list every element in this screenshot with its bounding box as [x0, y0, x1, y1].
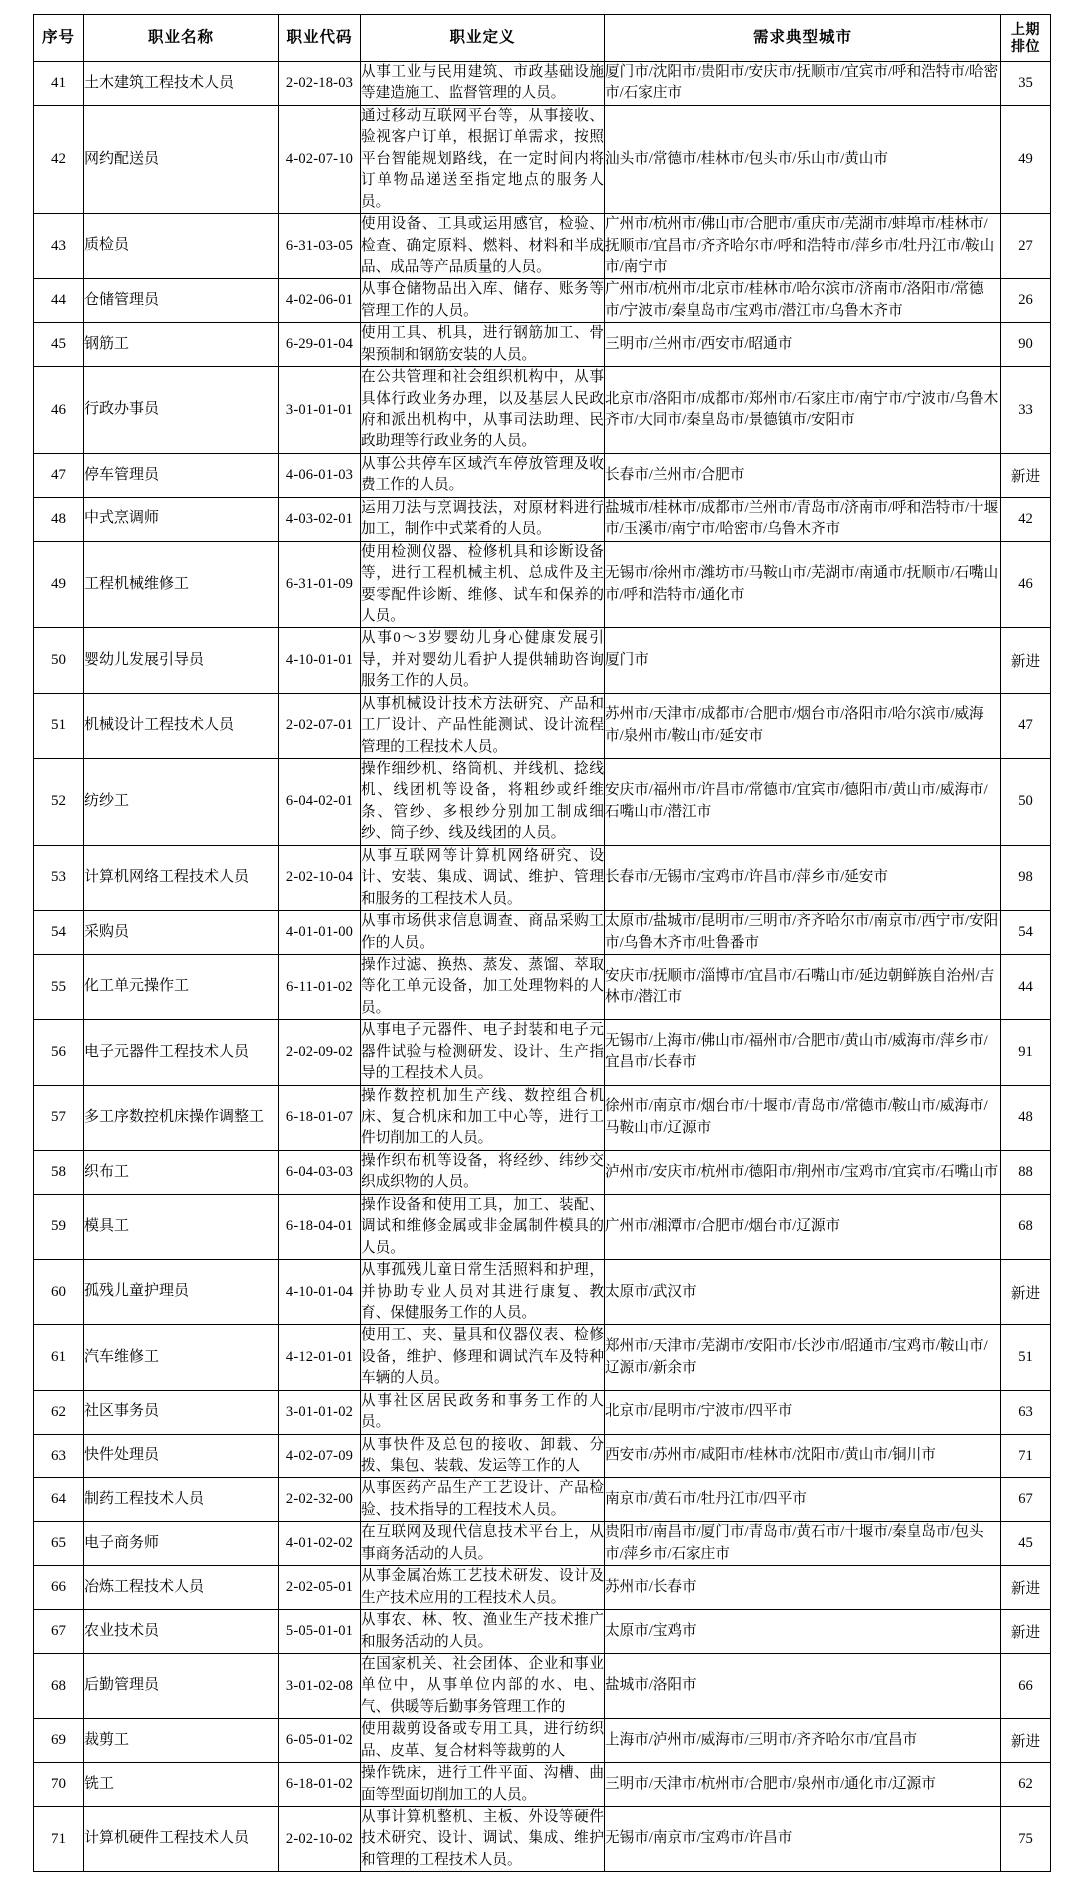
- cell-occupation-name: 后勤管理员: [84, 1653, 279, 1718]
- cell-demand-cities: 无锡市/徐州市/潍坊市/马鞍山市/芜湖市/南通市/抚顺市/石嘴山市/呼和浩特市/通化市: [605, 541, 1001, 628]
- cell-occupation-name: 农业技术员: [84, 1610, 279, 1654]
- cell-previous-rank: 63: [1001, 1390, 1051, 1434]
- cell-occupation-name: 化工单元操作工: [84, 954, 279, 1019]
- table-row: [34, 693, 1051, 758]
- table-row: [34, 541, 1051, 628]
- cell-occupation-code: 2-02-32-00: [279, 1478, 361, 1522]
- cell-occupation-definition: [361, 1478, 605, 1522]
- cell-sequence: 62: [34, 1390, 84, 1434]
- cell-occupation-definition: [361, 1719, 605, 1763]
- table-row: [34, 1194, 1051, 1259]
- table-row: [34, 1390, 1051, 1434]
- cell-demand-cities: 汕头市/常德市/桂林市/包头市/乐山市/黄山市: [605, 105, 1001, 213]
- cell-sequence: 60: [34, 1260, 84, 1325]
- cell-occupation-definition: [361, 105, 605, 213]
- cell-sequence: 48: [34, 497, 84, 541]
- cell-occupation-definition: [361, 323, 605, 367]
- cell-occupation-definition-text: 通过移动互联网平台等，从事接收、验视客户订单，根据订单需求，按照平台智能规划路线，在一定时间内将订单物品递送至指定地点的服务人员。: [361, 107, 604, 210]
- cell-occupation-definition: [361, 911, 605, 955]
- cell-sequence: 58: [34, 1150, 84, 1194]
- cell-occupation-definition: [361, 1434, 605, 1478]
- cell-occupation-definition-text: 在互联网及现代信息技术平台上，从事商务活动的人员。: [361, 1524, 604, 1562]
- cell-sequence: 56: [34, 1020, 84, 1085]
- table-row: [34, 954, 1051, 1019]
- cell-occupation-definition-text: 使用裁剪设备或专用工具，进行纺织品、皮革、复合材料等裁剪的人: [361, 1721, 604, 1759]
- table-header: [34, 15, 1051, 62]
- table-row: [34, 1807, 1051, 1872]
- cell-occupation-definition-text: 从事机械设计技术方法研究、产品和工厂设计、产品性能测试、设计流程管理的工程技术人员。: [361, 695, 604, 755]
- table-row: [34, 1719, 1051, 1763]
- cell-demand-cities: 北京市/洛阳市/成都市/郑州市/石家庄市/南宁市/宁波市/乌鲁木齐市/大同市/秦皇岛市/景德镇市/安阳市: [605, 367, 1001, 454]
- cell-occupation-name: 电子商务师: [84, 1522, 279, 1566]
- cell-demand-cities: 泸州市/安庆市/杭州市/德阳市/荆州市/宝鸡市/宜宾市/石嘴山市: [605, 1150, 1001, 1194]
- cell-occupation-definition: [361, 1610, 605, 1654]
- cell-sequence: 41: [34, 62, 84, 106]
- cell-previous-rank: 新进: [1001, 1610, 1051, 1654]
- cell-sequence: 51: [34, 693, 84, 758]
- cell-demand-cities: 广州市/湘潭市/合肥市/烟台市/辽源市: [605, 1194, 1001, 1259]
- table-row: [34, 1325, 1051, 1390]
- cell-occupation-definition-text: 操作织布机等设备，将经纱、纬纱交织成织物的人员。: [361, 1152, 604, 1191]
- cell-previous-rank: 66: [1001, 1653, 1051, 1718]
- cell-sequence: 67: [34, 1610, 84, 1654]
- cell-occupation-definition-text: 从事快件及总包的接收、卸载、分拨、集包、装载、发运等工作的人: [361, 1436, 604, 1474]
- cell-sequence: 63: [34, 1434, 84, 1478]
- cell-previous-rank: 68: [1001, 1194, 1051, 1259]
- cell-occupation-code: 6-18-01-07: [279, 1085, 361, 1150]
- cell-previous-rank: 44: [1001, 954, 1051, 1019]
- cell-occupation-definition: [361, 1653, 605, 1718]
- cell-previous-rank: 新进: [1001, 1566, 1051, 1610]
- cell-occupation-name: 模具工: [84, 1194, 279, 1259]
- cell-previous-rank: 35: [1001, 62, 1051, 106]
- cell-occupation-code: 4-03-02-01: [279, 497, 361, 541]
- cell-demand-cities: 厦门市/沈阳市/贵阳市/安庆市/抚顺市/宜宾市/呼和浩特市/哈密市/石家庄市: [605, 62, 1001, 106]
- cell-previous-rank: 26: [1001, 279, 1051, 323]
- cell-occupation-code: 2-02-09-02: [279, 1020, 361, 1085]
- cell-demand-cities: 长春市/兰州市/合肥市: [605, 453, 1001, 497]
- cell-demand-cities: 贵阳市/南昌市/厦门市/青岛市/黄石市/十堰市/秦皇岛市/包头市/萍乡市/石家庄市: [605, 1522, 1001, 1566]
- cell-occupation-definition-text: 使用设备、工具或运用感官，检验、检查、确定原料、燃料、材料和半成品、成品等产品质量的人员。: [361, 216, 604, 275]
- cell-occupation-name: 冶炼工程技术人员: [84, 1566, 279, 1610]
- cell-occupation-name: 制药工程技术人员: [84, 1478, 279, 1522]
- cell-occupation-code: 4-06-01-03: [279, 453, 361, 497]
- cell-occupation-code: 6-11-01-02: [279, 954, 361, 1019]
- cell-occupation-code: 4-02-07-10: [279, 105, 361, 213]
- cell-occupation-name: 土木建筑工程技术人员: [84, 62, 279, 106]
- cell-occupation-definition: [361, 1194, 605, 1259]
- cell-occupation-definition: [361, 214, 605, 279]
- cell-occupation-definition-text: 操作数控机加生产线、数控组合机床、复合机床和加工中心等，进行工件切削加工的人员。: [361, 1087, 604, 1147]
- cell-occupation-code: 4-12-01-01: [279, 1325, 361, 1390]
- cell-demand-cities: 太原市/武汉市: [605, 1260, 1001, 1325]
- cell-occupation-name: 网约配送员: [84, 105, 279, 213]
- cell-occupation-code: 3-01-01-02: [279, 1390, 361, 1434]
- cell-occupation-code: 6-18-01-02: [279, 1763, 361, 1807]
- cell-sequence: 71: [34, 1807, 84, 1872]
- cell-occupation-definition: [361, 62, 605, 106]
- table-body: [34, 62, 1051, 1872]
- table-row: [34, 628, 1051, 693]
- cell-occupation-definition-text: 从事电子元器件、电子封装和电子元器件试验与检测研发、设计、生产指导的工程技术人员。: [361, 1022, 604, 1082]
- cell-sequence: 57: [34, 1085, 84, 1150]
- cell-demand-cities: 盐城市/洛阳市: [605, 1653, 1001, 1718]
- cell-occupation-definition-text: 操作细纱机、络筒机、并线机、捻线机、线团机等设备，将粗纱或纤维条、管纱、多根纱分别加工制成细纱、筒子纱、线及线团的人员。: [361, 761, 604, 842]
- cell-demand-cities: 广州市/杭州市/北京市/桂林市/哈尔滨市/济南市/洛阳市/常德市/宁波市/秦皇岛市/宝鸡市/潜江市/乌鲁木齐市: [605, 279, 1001, 323]
- cell-previous-rank: 新进: [1001, 453, 1051, 497]
- cell-demand-cities: 苏州市/天津市/成都市/合肥市/烟台市/洛阳市/哈尔滨市/威海市/泉州市/鞍山市/延安市: [605, 693, 1001, 758]
- cell-sequence: 44: [34, 279, 84, 323]
- cell-occupation-code: 4-02-07-09: [279, 1434, 361, 1478]
- cell-occupation-definition-text: 使用工具、机具，进行钢筋加工、骨架预制和钢筋安装的人员。: [361, 325, 604, 363]
- cell-occupation-definition-text: 从事社区居民政务和事务工作的人员。: [361, 1392, 604, 1431]
- cell-occupation-name: 裁剪工: [84, 1719, 279, 1763]
- cell-occupation-code: 3-01-01-01: [279, 367, 361, 454]
- table-row: [34, 1566, 1051, 1610]
- table-row: [34, 62, 1051, 106]
- cell-sequence: 70: [34, 1763, 84, 1807]
- cell-sequence: 59: [34, 1194, 84, 1259]
- cell-demand-cities: 徐州市/南京市/烟台市/十堰市/青岛市/常德市/鞍山市/威海市/马鞍山市/辽源市: [605, 1085, 1001, 1150]
- table-row: [34, 759, 1051, 846]
- cell-occupation-definition: [361, 1522, 605, 1566]
- cell-occupation-definition-text: 从事计算机整机、主板、外设等硬件技术研究、设计、调试、集成、维护和管理的工程技术人员。: [361, 1809, 604, 1868]
- cell-occupation-name: 工程机械维修工: [84, 541, 279, 628]
- cell-occupation-definition-text: 从事公共停车区域汽车停放管理及收费工作的人员。: [361, 455, 604, 494]
- cell-demand-cities: 三明市/兰州市/西安市/昭通市: [605, 323, 1001, 367]
- cell-occupation-definition-text: 从事互联网等计算机网络研究、设计、安装、集成、调试、维护、管理和服务的工程技术人员。: [361, 847, 604, 907]
- cell-sequence: 49: [34, 541, 84, 628]
- cell-occupation-definition: [361, 693, 605, 758]
- cell-occupation-definition-text: 运用刀法与烹调技法，对原材料进行加工，制作中式菜肴的人员。: [361, 499, 604, 538]
- cell-previous-rank: 98: [1001, 845, 1051, 910]
- cell-occupation-definition-text: 从事市场供求信息调查、商品采购工作的人员。: [361, 913, 604, 951]
- cell-previous-rank: 27: [1001, 214, 1051, 279]
- cell-occupation-name: 社区事务员: [84, 1390, 279, 1434]
- cell-previous-rank: 51: [1001, 1325, 1051, 1390]
- cell-occupation-code: 6-31-01-09: [279, 541, 361, 628]
- cell-occupation-definition-text: 在公共管理和社会组织机构中，从事具体行政业务办理，以及基层人民政府和派出机构中，从事司法助理、民政助理等行政业务的人员。: [361, 369, 604, 450]
- cell-sequence: 50: [34, 628, 84, 693]
- table-row: [34, 1434, 1051, 1478]
- cell-demand-cities: 广州市/杭州市/佛山市/合肥市/重庆市/芜湖市/蚌埠市/桂林市/抚顺市/宜昌市/齐齐哈尔市/呼和浩特市/萍乡市/牡丹江市/鞍山市/南宁市: [605, 214, 1001, 279]
- cell-occupation-name: 钢筋工: [84, 323, 279, 367]
- cell-occupation-name: 仓储管理员: [84, 279, 279, 323]
- cell-sequence: 52: [34, 759, 84, 846]
- column-header-previous-rank: [1001, 15, 1051, 62]
- cell-previous-rank: 33: [1001, 367, 1051, 454]
- cell-occupation-name: 快件处理员: [84, 1434, 279, 1478]
- cell-occupation-definition: [361, 1763, 605, 1807]
- table-row: [34, 214, 1051, 279]
- cell-demand-cities: 三明市/天津市/杭州市/合肥市/泉州市/通化市/辽源市: [605, 1763, 1001, 1807]
- cell-occupation-name: 孤残儿童护理员: [84, 1260, 279, 1325]
- column-header-occupation-code: 职业代码: [279, 15, 361, 62]
- cell-occupation-definition: [361, 367, 605, 454]
- cell-sequence: 65: [34, 1522, 84, 1566]
- cell-demand-cities: 南京市/黄石市/牡丹江市/四平市: [605, 1478, 1001, 1522]
- cell-demand-cities: 安庆市/福州市/许昌市/常德市/宜宾市/德阳市/黄山市/威海市/石嘴山市/潜江市: [605, 759, 1001, 846]
- cell-occupation-name: 质检员: [84, 214, 279, 279]
- cell-occupation-name: 汽车维修工: [84, 1325, 279, 1390]
- cell-occupation-code: 5-05-01-01: [279, 1610, 361, 1654]
- cell-previous-rank: 新进: [1001, 1719, 1051, 1763]
- cell-demand-cities: 太原市/盐城市/昆明市/三明市/齐齐哈尔市/南京市/西宁市/安阳市/乌鲁木齐市/吐鲁番市: [605, 911, 1001, 955]
- cell-occupation-definition: [361, 1566, 605, 1610]
- cell-sequence: 64: [34, 1478, 84, 1522]
- cell-occupation-code: 4-02-06-01: [279, 279, 361, 323]
- cell-occupation-definition-text: 从事孤残儿童日常生活照料和护理，并协助专业人员对其进行康复、教育、保健服务工作的人员。: [361, 1262, 604, 1321]
- cell-occupation-definition-text: 从事工业与民用建筑、市政基础设施等建造施工、监督管理的人员。: [361, 64, 604, 102]
- table-row: [34, 1260, 1051, 1325]
- cell-occupation-name: 计算机网络工程技术人员: [84, 845, 279, 910]
- cell-occupation-code: 6-04-02-01: [279, 759, 361, 846]
- cell-occupation-definition: [361, 954, 605, 1019]
- cell-previous-rank: 新进: [1001, 628, 1051, 693]
- cell-occupation-definition: [361, 497, 605, 541]
- cell-sequence: 54: [34, 911, 84, 955]
- cell-demand-cities: 无锡市/上海市/佛山市/福州市/合肥市/黄山市/威海市/萍乡市/宜昌市/长春市: [605, 1020, 1001, 1085]
- cell-occupation-definition: [361, 1325, 605, 1390]
- cell-occupation-name: 中式烹调师: [84, 497, 279, 541]
- cell-previous-rank: 48: [1001, 1085, 1051, 1150]
- cell-sequence: 66: [34, 1566, 84, 1610]
- cell-sequence: 42: [34, 105, 84, 213]
- cell-occupation-code: 4-10-01-01: [279, 628, 361, 693]
- cell-occupation-definition: [361, 453, 605, 497]
- cell-occupation-definition-text: 使用检测仪器、检修机具和诊断设备等，进行工程机械主机、总成件及主要零配件诊断、维修、试车和保养的人员。: [361, 543, 604, 624]
- cell-occupation-code: 2-02-10-02: [279, 1807, 361, 1872]
- cell-occupation-code: 6-31-03-05: [279, 214, 361, 279]
- cell-demand-cities: 北京市/昆明市/宁波市/四平市: [605, 1390, 1001, 1434]
- cell-occupation-code: 4-01-02-02: [279, 1522, 361, 1566]
- occupation-ranking-table: [33, 14, 1051, 1872]
- cell-sequence: 69: [34, 1719, 84, 1763]
- table-row: [34, 497, 1051, 541]
- table-row: [34, 1478, 1051, 1522]
- cell-occupation-name: 行政办事员: [84, 367, 279, 454]
- cell-occupation-name: 机械设计工程技术人员: [84, 693, 279, 758]
- cell-occupation-name: 计算机硬件工程技术人员: [84, 1807, 279, 1872]
- cell-previous-rank: 新进: [1001, 1260, 1051, 1325]
- cell-occupation-code: 2-02-07-01: [279, 693, 361, 758]
- cell-occupation-name: 铣工: [84, 1763, 279, 1807]
- cell-demand-cities: 安庆市/抚顺市/淄博市/宜昌市/石嘴山市/延边朝鲜族自治州/吉林市/潜江市: [605, 954, 1001, 1019]
- cell-sequence: 68: [34, 1653, 84, 1718]
- cell-occupation-code: 3-01-02-08: [279, 1653, 361, 1718]
- cell-occupation-code: 2-02-18-03: [279, 62, 361, 106]
- table-row: [34, 1653, 1051, 1718]
- cell-occupation-definition: [361, 541, 605, 628]
- cell-sequence: 61: [34, 1325, 84, 1390]
- cell-occupation-name: 织布工: [84, 1150, 279, 1194]
- cell-previous-rank: 46: [1001, 541, 1051, 628]
- cell-demand-cities: 长春市/无锡市/宝鸡市/许昌市/萍乡市/延安市: [605, 845, 1001, 910]
- table-row: [34, 1522, 1051, 1566]
- table-row: [34, 1763, 1051, 1807]
- cell-occupation-definition-text: 从事金属冶炼工艺技术研发、设计及生产技术应用的工程技术人员。: [361, 1568, 604, 1606]
- cell-previous-rank: 45: [1001, 1522, 1051, 1566]
- cell-occupation-definition: [361, 279, 605, 323]
- table-row: [34, 1020, 1051, 1085]
- cell-occupation-definition: [361, 1260, 605, 1325]
- cell-occupation-definition: [361, 1390, 605, 1434]
- table-row: [34, 1150, 1051, 1194]
- cell-previous-rank: 54: [1001, 911, 1051, 955]
- cell-occupation-definition-text: 从事仓储物品出入库、储存、账务等管理工作的人员。: [361, 281, 604, 319]
- cell-occupation-name: 采购员: [84, 911, 279, 955]
- cell-demand-cities: 西安市/苏州市/咸阳市/桂林市/沈阳市/黄山市/铜川市: [605, 1434, 1001, 1478]
- cell-demand-cities: 郑州市/天津市/芜湖市/安阳市/长沙市/昭通市/宝鸡市/鞍山市/辽源市/新余市: [605, 1325, 1001, 1390]
- table-row: [34, 323, 1051, 367]
- column-header-occupation-name: 职业名称: [84, 15, 279, 62]
- column-header-sequence: 序号: [34, 15, 84, 62]
- cell-occupation-code: 6-29-01-04: [279, 323, 361, 367]
- cell-sequence: 47: [34, 453, 84, 497]
- cell-occupation-definition-text: 从事农、林、牧、渔业生产技术推广和服务活动的人员。: [361, 1612, 604, 1650]
- cell-occupation-definition-text: 从事0～3岁婴幼儿身心健康发展引导，并对婴幼儿看护人提供辅助咨询服务工作的人员。: [361, 630, 604, 690]
- cell-occupation-name: 电子元器件工程技术人员: [84, 1020, 279, 1085]
- column-header-demand-cities: 需求典型城市: [605, 15, 1001, 62]
- cell-previous-rank: 71: [1001, 1434, 1051, 1478]
- cell-occupation-definition: [361, 1020, 605, 1085]
- cell-occupation-code: 2-02-10-04: [279, 845, 361, 910]
- cell-occupation-code: 2-02-05-01: [279, 1566, 361, 1610]
- cell-occupation-definition-text: 从事医药产品生产工艺设计、产品检验、技术指导的工程技术人员。: [361, 1480, 604, 1518]
- cell-occupation-name: 婴幼儿发展引导员: [84, 628, 279, 693]
- cell-previous-rank: 67: [1001, 1478, 1051, 1522]
- cell-previous-rank: 75: [1001, 1807, 1051, 1872]
- cell-demand-cities: 厦门市: [605, 628, 1001, 693]
- cell-occupation-name: 多工序数控机床操作调整工: [84, 1085, 279, 1150]
- cell-demand-cities: 苏州市/长春市: [605, 1566, 1001, 1610]
- cell-sequence: 43: [34, 214, 84, 279]
- cell-previous-rank: 50: [1001, 759, 1051, 846]
- table-row: [34, 1085, 1051, 1150]
- cell-occupation-definition: [361, 1150, 605, 1194]
- cell-previous-rank: 62: [1001, 1763, 1051, 1807]
- cell-previous-rank: 91: [1001, 1020, 1051, 1085]
- table-row: [34, 453, 1051, 497]
- cell-occupation-code: 6-18-04-01: [279, 1194, 361, 1259]
- cell-occupation-code: 4-10-01-04: [279, 1260, 361, 1325]
- cell-occupation-definition-text: 使用工、夹、量具和仪器仪表、检修设备，维护、修理和调试汽车及特种车辆的人员。: [361, 1327, 604, 1387]
- cell-occupation-code: 4-01-01-00: [279, 911, 361, 955]
- cell-demand-cities: 无锡市/南京市/宝鸡市/许昌市: [605, 1807, 1001, 1872]
- cell-occupation-name: 停车管理员: [84, 453, 279, 497]
- cell-previous-rank: 42: [1001, 497, 1051, 541]
- cell-demand-cities: 盐城市/桂林市/成都市/兰州市/青岛市/济南市/呼和浩特市/十堰市/玉溪市/南宁市/哈密市/乌鲁木齐市: [605, 497, 1001, 541]
- cell-occupation-name: 纺纱工: [84, 759, 279, 846]
- cell-occupation-definition-text: 操作设备和使用工具，加工、装配、调试和维修金属或非金属制件模具的人员。: [361, 1196, 604, 1256]
- cell-occupation-code: 6-05-01-02: [279, 1719, 361, 1763]
- table-row: [34, 279, 1051, 323]
- cell-occupation-definition-text: 在国家机关、社会团体、企业和事业单位中，从事单位内部的水、电、气、供暖等后勤事务管理工作的: [361, 1655, 604, 1715]
- cell-demand-cities: 太原市/宝鸡市: [605, 1610, 1001, 1654]
- cell-sequence: 46: [34, 367, 84, 454]
- cell-occupation-code: 6-04-03-03: [279, 1150, 361, 1194]
- previous-rank-label-line2: 排位: [1011, 38, 1040, 54]
- cell-previous-rank: 88: [1001, 1150, 1051, 1194]
- cell-previous-rank: 90: [1001, 323, 1051, 367]
- table-header-row: [34, 15, 1051, 62]
- cell-sequence: 45: [34, 323, 84, 367]
- cell-occupation-definition: [361, 845, 605, 910]
- cell-occupation-definition: [361, 759, 605, 846]
- cell-previous-rank: 47: [1001, 693, 1051, 758]
- table-row: [34, 911, 1051, 955]
- table-row: [34, 845, 1051, 910]
- cell-previous-rank: 49: [1001, 105, 1051, 213]
- cell-sequence: 55: [34, 954, 84, 1019]
- table-row: [34, 367, 1051, 454]
- cell-occupation-definition-text: 操作过滤、换热、蒸发、蒸馏、萃取等化工单元设备，加工处理物料的人员。: [361, 956, 604, 1016]
- table-row: [34, 105, 1051, 213]
- cell-occupation-definition-text: 操作铣床，进行工件平面、沟槽、曲面等型面切削加工的人员。: [361, 1765, 604, 1803]
- cell-sequence: 53: [34, 845, 84, 910]
- column-header-occupation-definition: 职业定义: [361, 15, 605, 62]
- table-row: [34, 1610, 1051, 1654]
- cell-occupation-definition: [361, 628, 605, 693]
- cell-occupation-definition: [361, 1085, 605, 1150]
- previous-rank-label-line1: 上期: [1011, 21, 1040, 38]
- cell-occupation-definition: [361, 1807, 605, 1872]
- cell-demand-cities: 上海市/泸州市/威海市/三明市/齐齐哈尔市/宜昌市: [605, 1719, 1001, 1763]
